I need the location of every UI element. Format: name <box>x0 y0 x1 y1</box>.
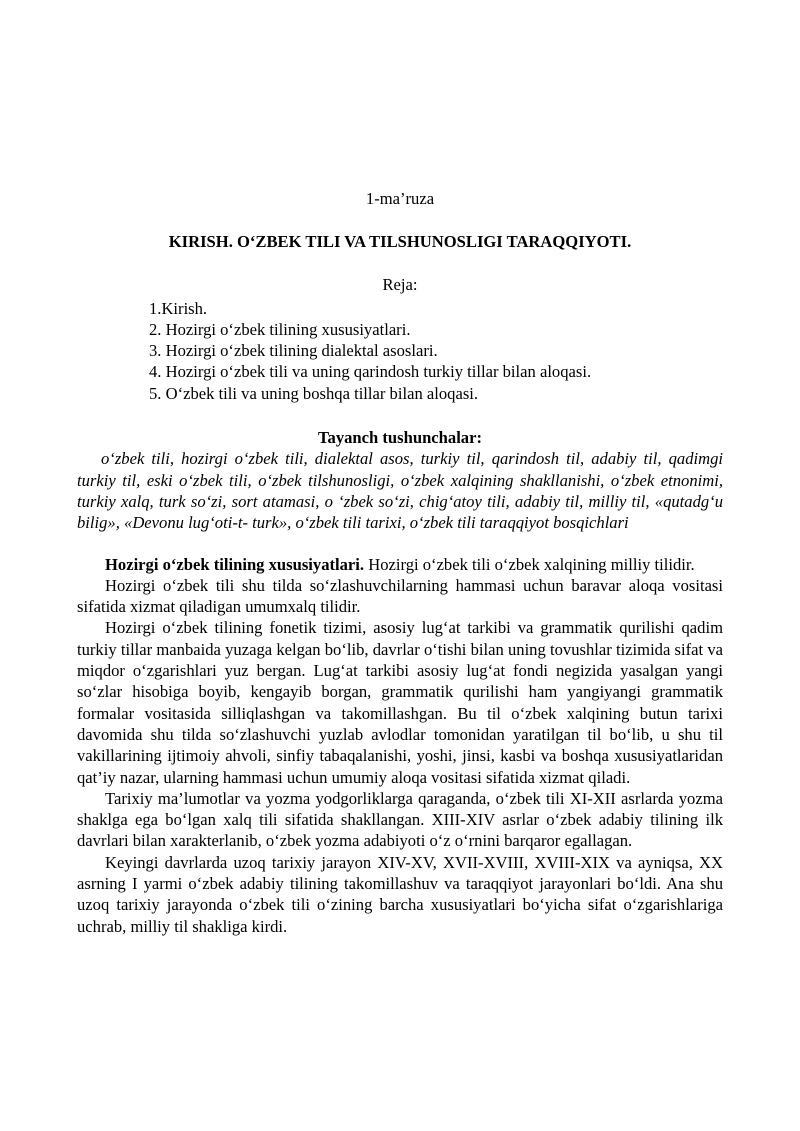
body-paragraph: Hozirgi o‘zbek tilining fonetik tizimi, asosiy lug‘at tarkibi va grammatik qurilishi qadim turkiy tillar manbaida yuzaga kelgan bo‘lib, davrlar o‘tishi bilan uning tovushlar tizimida sifat va miqdor o‘zgarishlari yuz bergan. Lug‘at tarkibi asosiy lug‘at fondi negizida yasalgan yangi so‘zlar hisobiga boyib, kengayib borgan, grammatik qurilishi ham yangiyangi grammatik formalar vositasida silliqlashgan va takomillashgan. Bu til o‘zbek xalqining butun tarixi davomida shu tilda so‘zlashuvchi yuzlab avlodlar tomonidan yaratilgan til bo‘lib, u shu til vakillarining ijtimoiy ahvoli, sinfiy tabaqalanishi, yoshi, jinsi, kasbi va boshqa xususiyatlaridan qat’iy nazar, ularning hammasi uchun umumiy aloqa vositasi sifatida xizmat qiladi. <box>77 618 723 787</box>
plan-heading: Reja: <box>382 275 418 295</box>
key-concepts-text: o‘zbek tili, hozirgi o‘zbek tili, dialektal asos, turkiy til, qarindosh til, adabiy til, qadimgi turkiy til, eski o‘zbek tili, o‘zbek tilshunosligi, o‘zbek xalqining shakllanishi, o‘zbek etnonimi, turkiy xalq, turk so‘zi, sort atamasi, o ‘zbek so‘zi, chig‘atoy tili, adabiy til, milliy til, «qutadg‘u bilig», «Devonu lug‘oti-t- turk», o‘zbek tili tarixi, o‘zbek tili taraqqiyot bosqichlari <box>77 449 723 533</box>
body-paragraph: Hozirgi o‘zbek tili shu tilda so‘zlashuvchilarning hammasi uchun baravar aloqa vositasi sifatida xizmat qiladigan umumxalq tilidir. <box>77 575 723 617</box>
key-concepts-heading: Tayanch tushunchalar: <box>318 428 482 448</box>
lecture-title: KIRISH. O‘ZBEK TILI VA TILSHUNOSLIGI TARAQQIYOTI. <box>168 232 632 251</box>
plan-item: 3. Hozirgi o‘zbek tilining dialektal asoslari. <box>149 341 438 361</box>
body-lead-paragraph <box>77 554 723 575</box>
plan-item: 2. Hozirgi o‘zbek tilining xususiyatlari. <box>149 319 411 339</box>
lead-paragraph-text: Hozirgi o‘zbek tili o‘zbek xalqining milliy tilidir. <box>364 554 695 574</box>
body-paragraph: Tarixiy ma’lumotlar va yozma yodgorliklarga qaraganda, o‘zbek tili XI-XII asrlarda yozma shaklga ega bo‘lgan xalq tili sifatida shakllangan. XIII-XIV asrlar o‘zbek adabiy tilining ilk davrlari bilan xarakterlanib, o‘zbek yozma adabiyoti o‘z o‘rnini barqaror egallagan. <box>77 788 723 851</box>
lecture-number: 1-ma’ruza <box>365 189 435 208</box>
plan-item: 1.Kirish. <box>149 298 208 318</box>
plan-item: 4. Hozirgi o‘zbek tili va uning qarindosh turkiy tillar bilan aloqasi. <box>149 362 592 382</box>
document-page <box>77 188 723 937</box>
body-paragraph: Keyingi davrlarda uzoq tarixiy jarayon XIV-XV, XVII-XVIII, XVIII-XIX va ayniqsa, XX asrning I yarmi o‘zbek adabiy tilining takomillashuv va taraqqiyot jarayonlari bo‘ldi. Ana shu uzoq tarixiy jarayonda o‘zbek tili o‘zining barcha xususiyatlari bo‘yicha sifat o‘zgarishlariga uchrab, milliy til shakliga kirdi. <box>77 852 723 936</box>
section-heading-inline: Hozirgi o‘zbek tilining xususiyatlari. <box>105 554 365 574</box>
plan-item: 5. O‘zbek tili va uning boshqa tillar bilan aloqasi. <box>149 383 479 403</box>
plan-list <box>149 298 723 404</box>
